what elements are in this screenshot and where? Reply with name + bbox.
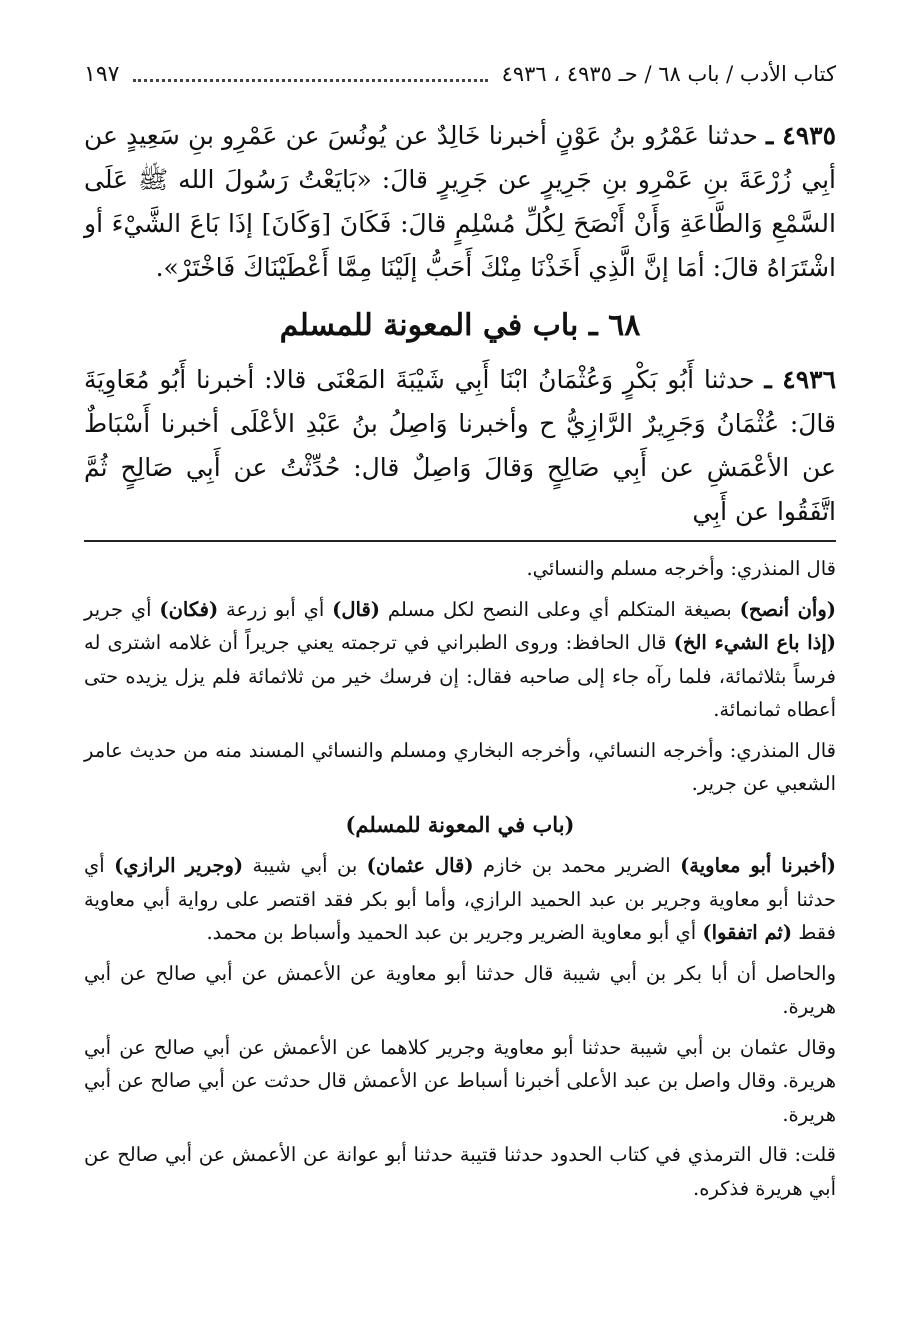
commentary-paragraph xyxy=(84,593,836,727)
commentary-text: أي جرير xyxy=(84,597,160,621)
hadith-text xyxy=(84,114,836,534)
commentary-paragraph xyxy=(84,849,836,950)
commentary xyxy=(84,552,836,1205)
footnote-separator xyxy=(84,540,836,542)
chapter-bab-label: باب xyxy=(532,308,579,343)
chapter-heading xyxy=(84,304,836,348)
hadith-body: حدثنا أَبُو بَكْرٍ وَعُثْمَانُ ابْنَا أَبِي شَيْبَةَ المَعْنَى قالا: أخبرنا أَبُو مُعَاوِيَةَ قالَ: عُثْمَانُ وَجَرِيرٌ الرَّازِيُّ ح وأخبرنا وَاصِلُ بنُ عَبْدِ الأعْلَى أخبرنا أَسْبَاطٌ عن الأعْمَشِ عن أَبِي صَالِحٍ وَقالَ وَاصِلٌ قال: حُدِّثْتُ عن أَبِي صَالِحٍ ثُمَّ اتَّفَقُوا عن أَبِي xyxy=(84,365,836,526)
quoted-phrase: (أخبرنا أبو معاوية) xyxy=(680,854,836,877)
commentary-text: أي أبو معاوية الضرير وجرير بن عبد الحميد وأسباط بن محمد. xyxy=(206,921,703,944)
commentary-text: بن أبي شيبة xyxy=(243,854,367,877)
commentary-paragraph: والحاصل أن أبا بكر بن أبي شيبة قال حدثنا أبو معاوية عن الأعمش عن أبي صالح عن أبي هريرة. xyxy=(84,961,836,1018)
quoted-phrase: (وأن أنصح) xyxy=(739,597,836,621)
commentary-text: بصيغة المتكلم أي وعلى النصح لكل مسلم xyxy=(380,597,740,621)
running-title: كتاب الأدب / باب ٦٨ / حـ ٤٩٣٥ ، ٤٩٣٦ xyxy=(501,62,836,86)
quoted-phrase: (إذا باع الشيء الخ) xyxy=(673,631,837,654)
commentary-paragraph: قلت: قال الترمذي في كتاب الحدود حدثنا قتيبة حدثنا أبو عوانة عن الأعمش عن أبي صالح عن أبي هريرة فذكره. xyxy=(84,1143,836,1200)
header-dot-leader xyxy=(133,79,487,82)
chapter-title: في المعونة للمسلم xyxy=(279,308,523,343)
quoted-phrase: (ثم اتفقوا) xyxy=(702,921,793,944)
running-header xyxy=(84,52,836,96)
commentary-paragraph: قال المنذري: وأخرجه النسائي، وأخرجه البخاري ومسلم والنسائي المسند منه من حديث عامر الشعبي عن جرير. xyxy=(84,738,836,795)
commentary-text: أي حدثنا أبو معاوية وجرير بن عبد الحميد الرازي، وأما أبو بكر فقد اقتصر على رواية أبي معاوية فقط xyxy=(84,854,836,944)
commentary-text: أي أبو زرعة xyxy=(218,597,333,621)
commentary-paragraph: وقال عثمان بن أبي شيبة حدثنا أبو معاوية وجرير كلاهما عن الأعمش عن أبي صالح عن أبي هريرة. وقال واصل بن عبد الأعلى أخبرنا أسباط عن الأعمش قال حدثت عن أبي صالح عن أبي هريرة. xyxy=(84,1035,836,1126)
commentary-text: الضرير محمد بن خازم xyxy=(473,854,681,877)
hadith-body: حدثنا عَمْرُو بنُ عَوْنٍ أخبرنا خَالِدٌ عن يُونُسَ عن عَمْرِو بنِ سَعِيدٍ عن أبِي زُرْعَةَ بنِ عَمْرِو بنِ جَرِيرٍ عن جَرِيرٍ قالَ: «بَايَعْتُ رَسُولَ الله ﷺ عَلَى السَّمْعِ وَالطَّاعَةِ وَأَنْ أَنْصَحَ لِكُلِّ مُسْلِمٍ قالَ: فَكَانَ [وَكَانَ] إذَا بَاعَ الشَّيْءَ أو اشْتَرَاهُ قالَ: أمَا إنَّ الَّذِي أَخَذْنَا مِنْكَ أَحَبُّ إلَيْنَا مِمَّا أَعْطَيْنَاكَ فَاخْتَرْ». xyxy=(84,121,836,282)
quoted-phrase: (وجرير الرازي) xyxy=(114,854,244,877)
page-number: ١٩٧ xyxy=(84,61,120,87)
hadith-number: ٤٩٣٦ ـ xyxy=(764,365,836,394)
commentary-text: قال الحافظ: وروى الطبراني في ترجمته يعني جريراً أن غلامه اشترى له فرساً بثلاثمائة، فلما رآه جاء إلى صاحبه فقال: إن فرسك خير من ثلاثمائة فلم يزل يزيده حتى أعطاه ثمانمائة. xyxy=(84,631,836,721)
commentary-subheading: (باب في المعونة للمسلم) xyxy=(345,811,575,837)
commentary-paragraph: قال المنذري: وأخرجه مسلم والنسائي. xyxy=(526,557,836,580)
quoted-phrase: (قال) xyxy=(332,597,381,621)
hadith-4935 xyxy=(84,114,836,290)
hadith-number: ٤٩٣٥ ـ xyxy=(766,121,837,150)
quoted-phrase: (قال عثمان) xyxy=(366,854,474,877)
chapter-number: ٦٨ ـ xyxy=(588,308,641,343)
quoted-phrase: (فكان) xyxy=(159,597,219,621)
hadith-4936 xyxy=(84,358,836,534)
